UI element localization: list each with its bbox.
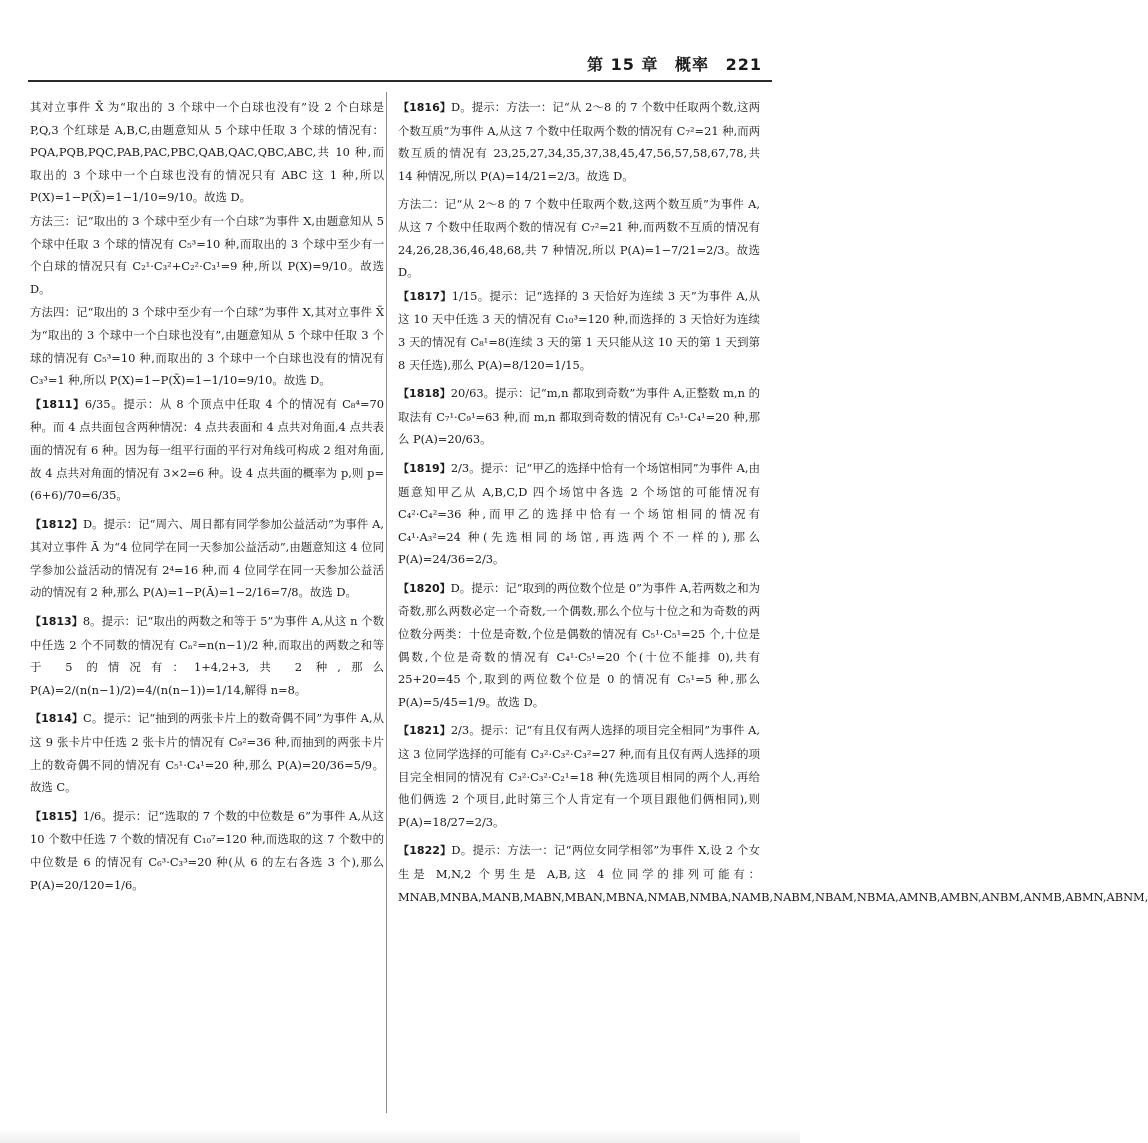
solution-text: D。提示：记“周六、周日都有同学参加公益活动”为事件 A,其对立事件 Ā 为“4 位同学在同一天参加公益活动”,由题意知这 4 位同学参加公益活动的情况有 2⁴=16 种,而 4 位同学在同一天参加公益活动的情况有 2 种,那么 P(A)=1−P(Ā)=1−2/16=7/8。故选 D。 [30, 516, 384, 600]
problem-number: 【1813】 [30, 615, 83, 629]
problem-number: 【1817】 [398, 289, 452, 303]
solution-entry [398, 285, 760, 376]
solution-text: D。提示：方法一：记“从 2～8 的 7 个数中任取两个数,这两个数互质”为事件 A,从这 7 个数中任取两个数的情况有 C₇²=21 种,而两数互质的情况有 23,25,27,34,35,37,38,45,47,56,57,58,67,78,共 14 种情况,所以 P(A)=14/21=2/3。故选 D。 [398, 100, 760, 183]
solution-entry [30, 513, 384, 604]
solution-entry [398, 96, 760, 187]
solution-paragraph [30, 301, 384, 391]
page-bottom-edge [0, 1129, 800, 1143]
column-divider [386, 92, 387, 1113]
solution-text: 其对立事件 X̄ 为“取出的 3 个球中一个白球也没有”设 2 个白球是 P,Q,3 个红球是 A,B,C,由题意知从 5 个球中任取 3 个球的情况有：PQA,PQB,PQC,PAB,PAC,PBC,QAB,QAC,QBC,ABC,共 10 种,而取出的 3 个球中一个白球也没有的情况只有 ABC 这 1 种,所以 P(X)=1−P(X̄)=1−1/10=9/10。故选 D。 [30, 100, 384, 205]
solution-paragraph [398, 193, 760, 283]
chapter-label: 第 15 章 [587, 55, 659, 74]
page-header [577, 52, 762, 75]
right-column [398, 96, 1148, 914]
solution-text: D。提示：记“取到的两位数个位是 0”为事件 A,若两数之和为奇数,那么两数必定一个奇数,一个偶数,那么个位与十位之和为奇数的两位数分两类：十位是奇数,个位是偶数的情况有 C₅¹·C₅¹=25 个,十位是偶数,个位是奇数的情况有 C₄¹·C₅¹=20 个(十位不能排 0),共有 25+20=45 个,取到的两位数个位是 0 的情况有 C₅¹=5 种,那么 P(A)=5/45=1/9。故选 D。 [398, 580, 760, 709]
solution-text: 方法三：记“取出的 3 个球中至少有一个白球”为事件 X,由题意知从 5 个球中任取 3 个球的情况有 C₅³=10 种,而取出的 3 个球中至少有一个白球的情况只有 C₂¹·C₃²+C₂²·C₃¹=9 种,所以 P(X)=9/10。故选 D。 [30, 213, 384, 296]
problem-number: 【1821】 [398, 724, 451, 738]
header-rule [28, 80, 772, 82]
problem-number: 【1822】 [398, 844, 452, 858]
solution-text: 2/3。提示：记“甲乙的选择中恰有一个场馆相同”为事件 A,由题意知甲乙从 A,B,C,D 四个场馆中各选 2 个场馆的可能情况有 C₄²·C₄²=36 种,而甲乙的选择中恰有一个场馆相同的情况有 C₄¹·A₃²=24 种(先选相同的场馆,再选两个不一样的),那么 P(A)=24/36=2/3。 [398, 460, 760, 567]
problem-number: 【1811】 [30, 397, 85, 411]
problem-number: 【1815】 [30, 809, 83, 823]
solution-entry [30, 707, 384, 798]
solution-entry [30, 393, 384, 507]
solution-entry [30, 805, 384, 896]
solution-entry [398, 382, 760, 451]
solution-text: 2/3。提示：记“有且仅有两人选择的项目完全相同”为事件 A,这 3 位同学选择的可能有 C₃²·C₃²·C₃²=27 种,而有且仅有两人选择的项目完全相同的情况有 C₃²·C₃²·C₂¹=18 种(先选项目相同的两个人,再给他们俩选 2 个项目,此时第三个人肯定有一个项目跟他们俩相同),则 P(A)=18/27=2/3。 [398, 723, 760, 829]
problem-number: 【1820】 [398, 581, 451, 595]
solution-text: 8。提示：记“取出的两数之和等于 5”为事件 A,从这 n 个数中任选 2 个不同数的情况有 Cₙ²=n(n−1)/2 种,而取出的两数之和等于 5 的情况有：1+4,2+3,共 2 种,那么 P(A)=2/(n(n−1)/2)=4/(n(n−1))=1/14,解得 n=8。 [30, 614, 384, 697]
solution-paragraph [30, 210, 384, 300]
problem-number: 【1816】 [398, 101, 451, 114]
solution-entry [398, 839, 1148, 908]
problem-number: 【1814】 [30, 712, 83, 726]
solution-paragraph [30, 96, 384, 209]
left-column [30, 96, 384, 902]
problem-number: 【1812】 [30, 517, 83, 531]
solution-text: 方法二：记“从 2～8 的 7 个数中任取两个数,这两个数互质”为事件 A,从这 7 个数中任取两个数的情况有 C₇²=21 种,而两数不互质的情况有 24,26,28,36,46,48,68,共 7 种情况,所以 P(A)=1−7/21=2/3。故选 D。 [398, 197, 760, 280]
solution-text: 20/63。提示：记“m,n 都取到奇数”为事件 A,正整数 m,n 的取法有 C₇¹·C₉¹=63 种,而 m,n 都取到奇数的情况有 C₅¹·C₄¹=20 种,那么 P(A)=20/63。 [398, 386, 760, 447]
solution-text: 6/35。提示：从 8 个顶点中任取 4 个的情况有 C₈⁴=70 种。而 4 点共面包含两种情况：4 点共表面和 4 点共对角面,4 点共表面的情况有 6 种。因为每一组平行面的平行对角线可构成 2 组对角面,故 4 点共对角面的情况有 3×2=6 种。设 4 点共面的概率为 p,则 p=(6+6)/70=6/35。 [30, 396, 384, 503]
solution-text: C。提示：记“抽到的两张卡片上的数奇偶不同”为事件 A,从这 9 张卡片中任选 2 张卡片的情况有 C₉²=36 种,而抽到的两张卡片上的数奇偶不同的情况有 C₅¹·C₄¹=20 种,那么 P(A)=20/36=5/9。故选 C。 [30, 711, 384, 795]
solution-entry [398, 577, 760, 714]
solution-text: D。提示：方法一：记“两位女同学相邻”为事件 X,设 2 个女生是 M,N,2 个男生是 A,B,这 4 位同学的排列可能有：MNAB,MNBA,MANB,MABN,MBAN,MBNA,NMAB,NMBA,NAMB,NABM,NBAM,NBMA,AMNB,AMBN,ANBM,ANMB,ABMN,ABNM, [398, 843, 1148, 904]
solution-text: 方法四：记“取出的 3 个球中至少有一个白球”为事件 X,其对立事件 X̄ 为“取出的 3 个球中一个白球也没有”,由题意知从 5 个球中任取 3 个球的情况有 C₅³=10 种,而取出的 3 个球中一个白球也没有的情况有 C₃³=1 种,所以 P(X)=1−P(X̄)=1−1/10=9/10。故选 D。 [30, 305, 384, 388]
solution-entry [30, 610, 384, 701]
chapter-title: 概率 [675, 55, 710, 74]
page-number: 221 [725, 55, 762, 74]
problem-number: 【1819】 [398, 461, 451, 475]
problem-number: 【1818】 [398, 387, 451, 401]
solution-text: 1/6。提示：记“选取的 7 个数的中位数是 6”为事件 A,从这 10 个数中任选 7 个数的情况有 C₁₀⁷=120 种,而选取的这 7 个数中的中位数是 6 的情况有 C₆³·C₃³=20 种(从 6 的左右各选 3 个),那么 P(A)=20/120=1/6。 [30, 808, 384, 892]
solution-text: 1/15。提示：记“选择的 3 天恰好为连续 3 天”为事件 A,从这 10 天中任选 3 天的情况有 C₁₀³=120 种,而选择的 3 天恰好为连续 3 天的情况有 C₈¹=8(连续 3 天的第 1 天只能从这 10 天的第 1 天到第 8 天任选),那么 P(A)=8/120=1/15。 [398, 288, 760, 372]
solution-entry [398, 719, 760, 833]
solution-entry [398, 457, 760, 571]
